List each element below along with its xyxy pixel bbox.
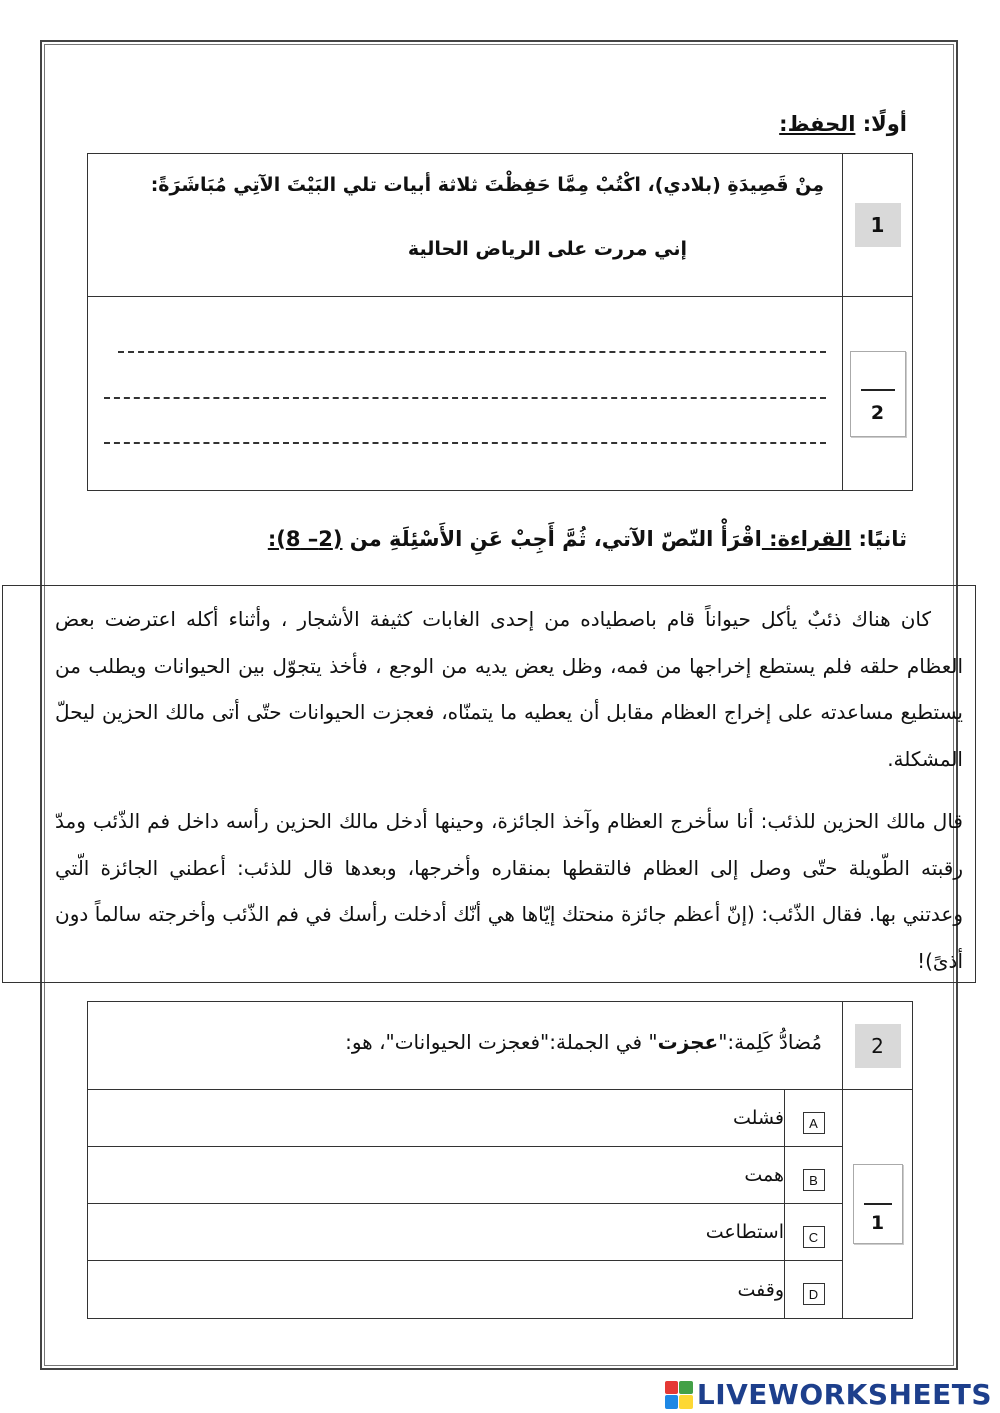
section1-heading-title: الحفظ:: [779, 112, 856, 136]
question1-prompt: مِنْ قَصِيدَةِ (بلادي)، اكْتُبْ مِمَّا حَفِظْتَ ثلاثة أبيات تلي البَيْتَ الآتِي مُبَاشَرَةً:: [150, 174, 825, 196]
question2-score: 1: [870, 1212, 885, 1234]
question1-score-cell: [843, 297, 913, 491]
question2-prompt-word: عجزت: [657, 1030, 719, 1054]
section2-heading-prefix: ثانيًا:: [851, 527, 907, 551]
question2-score-box: [853, 1164, 903, 1244]
answer-line-1[interactable]: [118, 351, 826, 353]
option-a-letter[interactable]: A: [803, 1112, 825, 1134]
liveworksheets-logo[interactable]: [665, 1378, 992, 1411]
answer-line-2[interactable]: [104, 397, 826, 399]
option-b-letter-cell[interactable]: [785, 1147, 843, 1204]
option-d-text-cell[interactable]: [88, 1261, 785, 1319]
option-d-letter-cell[interactable]: [785, 1261, 843, 1319]
question1-score: 2: [870, 401, 885, 424]
score-blank-line: [864, 1203, 892, 1205]
question2-number: 2: [855, 1024, 901, 1068]
passage-paragraph-1: كان هناك ذئبٌ يأكل حيواناً قام باصطياده من إحدى الغابات كثيفة الأشجار ، وأثناء أكله اعترضت بعض العظام حلقه فلم يستطع إخراجها من فمه، وظل يعض يديه من الوجع ، فأخذ يتجوّل بين الحيوانات ويطلب من يستطيع مساعدته على إخراج العظام مقابل أن يعطيه ما يتمنّاه، فعجزت الحيوانات حتّى أتى مالك الحزين ليحلّ المشكلة.: [55, 607, 963, 771]
question1-number-cell: [843, 154, 913, 297]
question2-prompt-cell: [88, 1002, 843, 1090]
option-d-text: وقفت: [737, 1278, 784, 1301]
liveworksheets-logo-text: LIVEWORKSHEETS: [696, 1378, 992, 1411]
question2-score-cell: [843, 1090, 913, 1319]
section1-heading-prefix: أولًا:: [855, 112, 907, 136]
option-c-text-cell[interactable]: [88, 1204, 785, 1261]
question2-prompt-start: مُضادُّ كَلِمة:": [718, 1030, 822, 1054]
section2-heading-title: القراءة:: [761, 527, 852, 551]
option-a-letter-cell[interactable]: [785, 1090, 843, 1147]
question1-table: [87, 153, 913, 491]
passage-paragraph-2: قال مالك الحزين للذئب: أنا سأخرج العظام وآخذ الجائزة، وحينها أدخل مالك الحزين رأسه داخل فم الذّئب ومدّ رقبته الطّويلة حتّى وصل إلى العظام فالتقطها بمنقاره وأخرجها، وبعدها قال للذئب: أعطني الجائزة الّتي وعدتني بها. فقال الذّئب: (إنّ أعظم جائزة منحتك إيّاها هي أنّك أدخلت رأسك في فم الذّئب وأخرجته سالماً دون أذىً)!: [55, 809, 963, 973]
answer-line-3[interactable]: [104, 442, 826, 444]
option-c-letter[interactable]: C: [803, 1226, 825, 1248]
option-b-text-cell[interactable]: [88, 1147, 785, 1204]
liveworksheets-logo-icon: [665, 1381, 693, 1409]
reading-passage: [55, 596, 963, 984]
question2-number-cell: [843, 1002, 913, 1090]
option-c-letter-cell[interactable]: [785, 1204, 843, 1261]
section2-heading: [268, 527, 907, 551]
question1-number: 1: [855, 203, 901, 247]
option-b-text: همت: [744, 1164, 784, 1186]
question1-verse: إني مررت على الرياض الحالية: [407, 238, 688, 260]
question2-prompt-end: " في الجملة:"فعجزت الحيوانات"، هو:: [345, 1030, 658, 1054]
question1-prompt-cell: [88, 154, 843, 297]
section2-heading-instruction: اقْرَأْ النّصّ الآتي، ثُمَّ أَجِبْ عَنِ الأَسْئِلَةِ من: [342, 527, 762, 551]
section2-heading-range: (2– 8):: [267, 527, 343, 551]
question1-answer-cell[interactable]: [88, 297, 843, 491]
option-d-letter[interactable]: D: [803, 1283, 825, 1305]
question2-prompt: [345, 1030, 822, 1054]
section1-heading: [779, 112, 907, 136]
option-b-letter[interactable]: B: [803, 1169, 825, 1191]
question1-score-box: [850, 351, 906, 437]
option-a-text: فشلت: [733, 1107, 784, 1129]
option-a-text-cell[interactable]: [88, 1090, 785, 1147]
option-c-text: استطاعت: [705, 1221, 784, 1243]
question2-table: [87, 1001, 913, 1319]
score-blank-line: [861, 389, 895, 391]
